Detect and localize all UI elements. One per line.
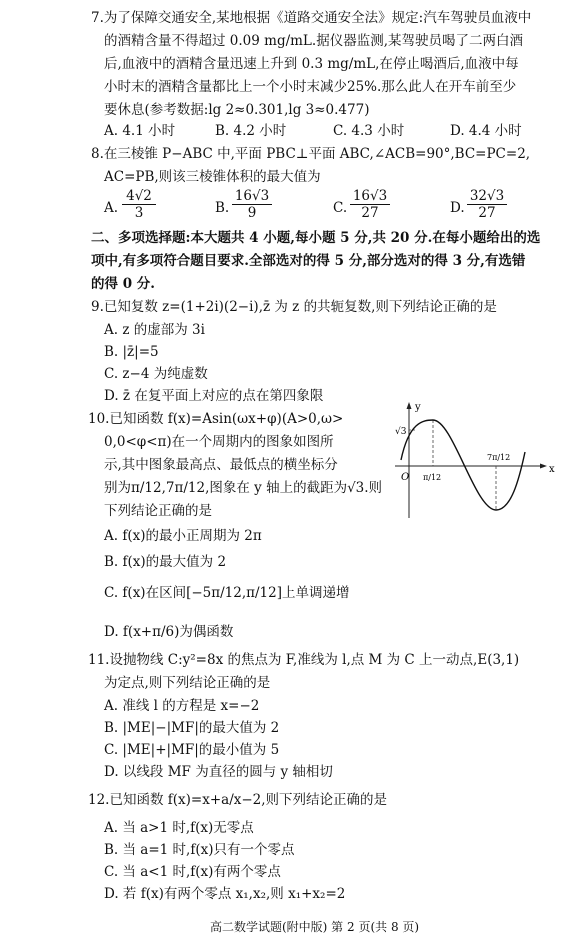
q8-option-d-label: D. bbox=[450, 200, 465, 216]
q10-option-d: D. f(x+π/6)为偶函数 bbox=[104, 624, 234, 640]
q10-option-a: A. f(x)的最小正周期为 2π bbox=[104, 528, 262, 544]
q10-line: 0,0<φ<π)在一个周期内的图象如图所 bbox=[104, 434, 334, 450]
q7-line: 要休息(参考数据:lg 2≈0.301,lg 3≈0.477) bbox=[104, 102, 370, 118]
q8-option-a-fraction bbox=[122, 188, 156, 221]
fraction-numerator: 4√2 bbox=[122, 188, 156, 205]
q7-line: 7.为了保障交通安全,某地根据《道路交通安全法》规定:汽车驾驶员血液中 bbox=[91, 10, 532, 26]
q7-option-c: C. 4.3 小时 bbox=[333, 123, 405, 139]
q8-option-b-fraction bbox=[232, 188, 272, 221]
q9-option-c: C. z−4 为纯虚数 bbox=[104, 366, 208, 382]
q11-line: 11.设抛物线 C:y²=8x 的焦点为 F,准线为 l,点 M 为 C 上一动点,E(3,1) bbox=[88, 652, 520, 668]
q11-option-a: A. 准线 l 的方程是 x=−2 bbox=[104, 698, 260, 714]
q12-option-c: C. 当 a<1 时,f(x)有两个零点 bbox=[104, 864, 281, 880]
q10-line: 10.已知函数 f(x)=Asin(ωx+φ)(A>0,ω> bbox=[88, 411, 344, 427]
q9-option-b: B. |z̄|=5 bbox=[104, 344, 159, 360]
sine-curve bbox=[401, 420, 525, 510]
sine-graph bbox=[395, 400, 555, 530]
fraction-denominator: 3 bbox=[134, 205, 144, 221]
q12-stem: 12.已知函数 f(x)=x+a/x−2,则下列结论正确的是 bbox=[88, 792, 388, 808]
fraction-denominator: 27 bbox=[478, 205, 496, 221]
x-axis-arrow bbox=[540, 464, 547, 469]
tick-label-7pi-12: 7π/12 bbox=[487, 453, 511, 462]
fraction-numerator: 16√3 bbox=[232, 188, 272, 205]
q7-option-a: A. 4.1 小时 bbox=[104, 123, 176, 139]
q11-option-b: B. |ME|−|MF|的最大值为 2 bbox=[104, 720, 280, 736]
q9-option-d: D. z̄ 在复平面上对应的点在第四象限 bbox=[104, 388, 324, 404]
q8-option-a-label: A. bbox=[104, 200, 119, 216]
q12-option-b: B. 当 a=1 时,f(x)只有一个零点 bbox=[104, 842, 295, 858]
q7-line: 小时末的酒精含量都比上一个小时末减少25%.那么此人在开车前至少 bbox=[104, 79, 517, 95]
y-axis-arrow bbox=[407, 402, 412, 409]
q8-option-d-fraction bbox=[467, 188, 507, 221]
q10-option-c: C. f(x)在区间[−5π/12,π/12]上单调递增 bbox=[104, 585, 350, 601]
fraction-denominator: 9 bbox=[247, 205, 257, 221]
q8-line: 8.在三棱锥 P−ABC 中,平面 PBC⊥平面 ABC,∠ACB=90°,BC=PC=2, bbox=[91, 146, 531, 162]
q9-option-a: A. z 的虚部为 3i bbox=[104, 322, 205, 338]
q7-line: 后,血液中的酒精含量迅速上升到 0.3 mg/mL,在停止喝酒后,血液中每 bbox=[104, 56, 519, 72]
q10-line: 下列结论正确的是 bbox=[104, 503, 212, 519]
q7-option-b: B. 4.2 小时 bbox=[215, 123, 287, 139]
x-axis-label: x bbox=[549, 464, 555, 475]
q11-line: 为定点,则下列结论正确的是 bbox=[104, 675, 271, 691]
q10-line: 别为π/12,7π/12,图象在 y 轴上的截距为√3.则 bbox=[104, 480, 383, 496]
fraction-denominator: 27 bbox=[361, 205, 379, 221]
q12-option-a: A. 当 a>1 时,f(x)无零点 bbox=[104, 820, 254, 836]
q11-option-c: C. |ME|+|MF|的最小值为 5 bbox=[104, 742, 280, 758]
q10-option-b: B. f(x)的最大值为 2 bbox=[104, 554, 227, 570]
q8-option-c-label: C. bbox=[333, 200, 348, 216]
section-heading-line: 项中,有多项符合题目要求.全部选对的得 5 分,部分选对的得 3 分,有选错 bbox=[91, 253, 526, 269]
fraction-numerator: 16√3 bbox=[350, 188, 390, 205]
tick-label-pi-12: π/12 bbox=[423, 473, 442, 482]
q10-line: 示,其中图象最高点、最低点的横坐标分 bbox=[104, 457, 338, 473]
q7-option-d: D. 4.4 小时 bbox=[450, 123, 522, 139]
fraction-numerator: 32√3 bbox=[467, 188, 507, 205]
section-heading-line: 二、多项选择题:本大题共 4 小题,每小题 5 分,共 20 分.在每小题给出的选 bbox=[91, 230, 541, 246]
q9-stem: 9.已知复数 z=(1+2i)(2−i),z̄ 为 z 的共轭复数,则下列结论正确的是 bbox=[91, 299, 497, 315]
q8-option-c-fraction bbox=[350, 188, 390, 221]
section-heading-line: 的得 0 分. bbox=[91, 276, 155, 292]
page-footer: 高二数学试题(附中版) 第 2 页(共 8 页) bbox=[210, 920, 420, 934]
q7-line: 的酒精含量不得超过 0.09 mg/mL.据仪器监测,某驾驶员喝了二两白酒 bbox=[104, 33, 523, 49]
q11-option-d: D. 以线段 MF 为直径的圆与 y 轴相切 bbox=[104, 764, 333, 780]
q8-option-b-label: B. bbox=[215, 200, 230, 216]
y-intercept-label: √3 bbox=[395, 427, 407, 437]
y-axis-label: y bbox=[415, 402, 421, 413]
origin-label: O bbox=[401, 472, 410, 483]
q8-line: AC=PB,则该三棱锥体积的最大值为 bbox=[104, 169, 321, 185]
q12-option-d: D. 若 f(x)有两个零点 x₁,x₂,则 x₁+x₂=2 bbox=[104, 886, 346, 902]
